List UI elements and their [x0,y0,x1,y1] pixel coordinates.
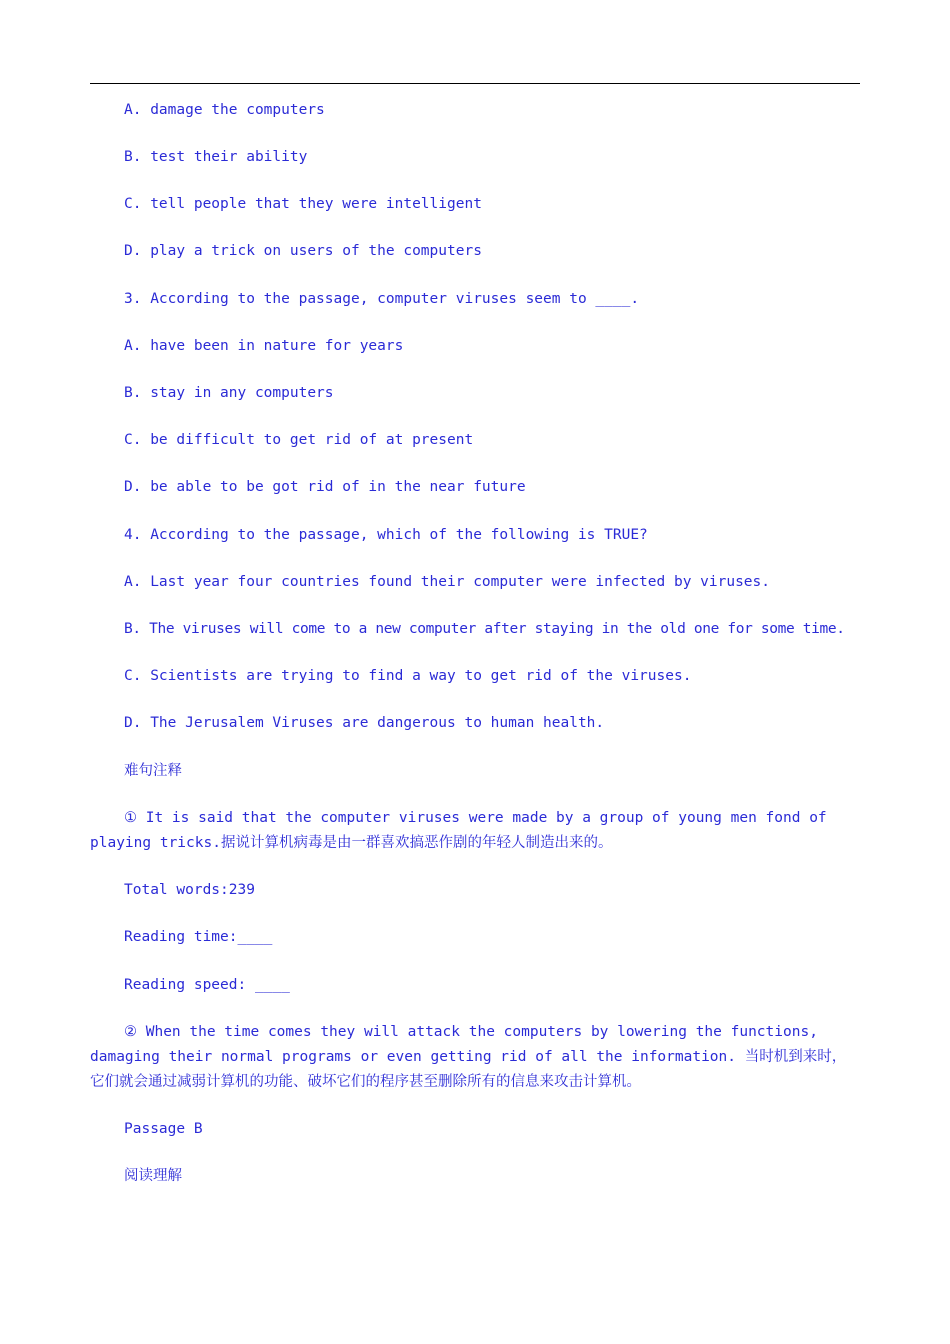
question-3: 3. According to the passage, computer viruses seem to ____. [124,291,640,307]
option-a-q2: A. damage the computers [124,102,325,118]
option-c-q4: C. Scientists are trying to find a way to get rid of the viruses. [124,668,692,684]
option-b-q3: B. stay in any computers [124,385,334,401]
option-c-q2: C. tell people that they were intelligent [124,196,482,212]
reading-time: Reading time:____ [124,929,273,945]
difficult-sentences-heading: 难句注释 [124,763,182,779]
option-d-q4: D. The Jerusalem Viruses are dangerous to human health. [124,715,605,731]
note-1: ① It is said that the computer viruses were made by a group of young men fond of playing tricks.据说计算机病毒是由一群喜欢搞恶作剧的年轻人制造出来的。 [90,810,836,851]
note-2: ② When the time comes they will attack the computers by lowering the functions, damaging their normal programs or even getting rid of all the information. 当时机到来时，它们就会通过减弱计算机的功能、破坏它们的程序甚至删除所有的信息来攻击计算机。 [90,1024,847,1090]
question-4: 4. According to the passage, which of the following is TRUE? [124,527,648,543]
passage-b-heading: Passage B [124,1121,203,1137]
option-c-q3: C. be difficult to get rid of at present [124,432,474,448]
option-a-q4: A. Last year four countries found their computer were infected by viruses. [124,574,771,590]
reading-speed: Reading speed: ____ [124,977,290,993]
option-d-q3: D. be able to be got rid of in the near future [124,479,526,495]
header-rule [90,83,860,84]
total-words: Total words:239 [124,882,255,898]
option-a-q3: A. have been in nature for years [124,338,404,354]
option-b-q4: B. The viruses will come to a new computer after staying in the old one for some time. [124,621,845,637]
option-d-q2: D. play a trick on users of the computers [124,243,482,259]
reading-comprehension-heading: 阅读理解 [124,1168,182,1184]
option-b-q2: B. test their ability [124,149,308,165]
